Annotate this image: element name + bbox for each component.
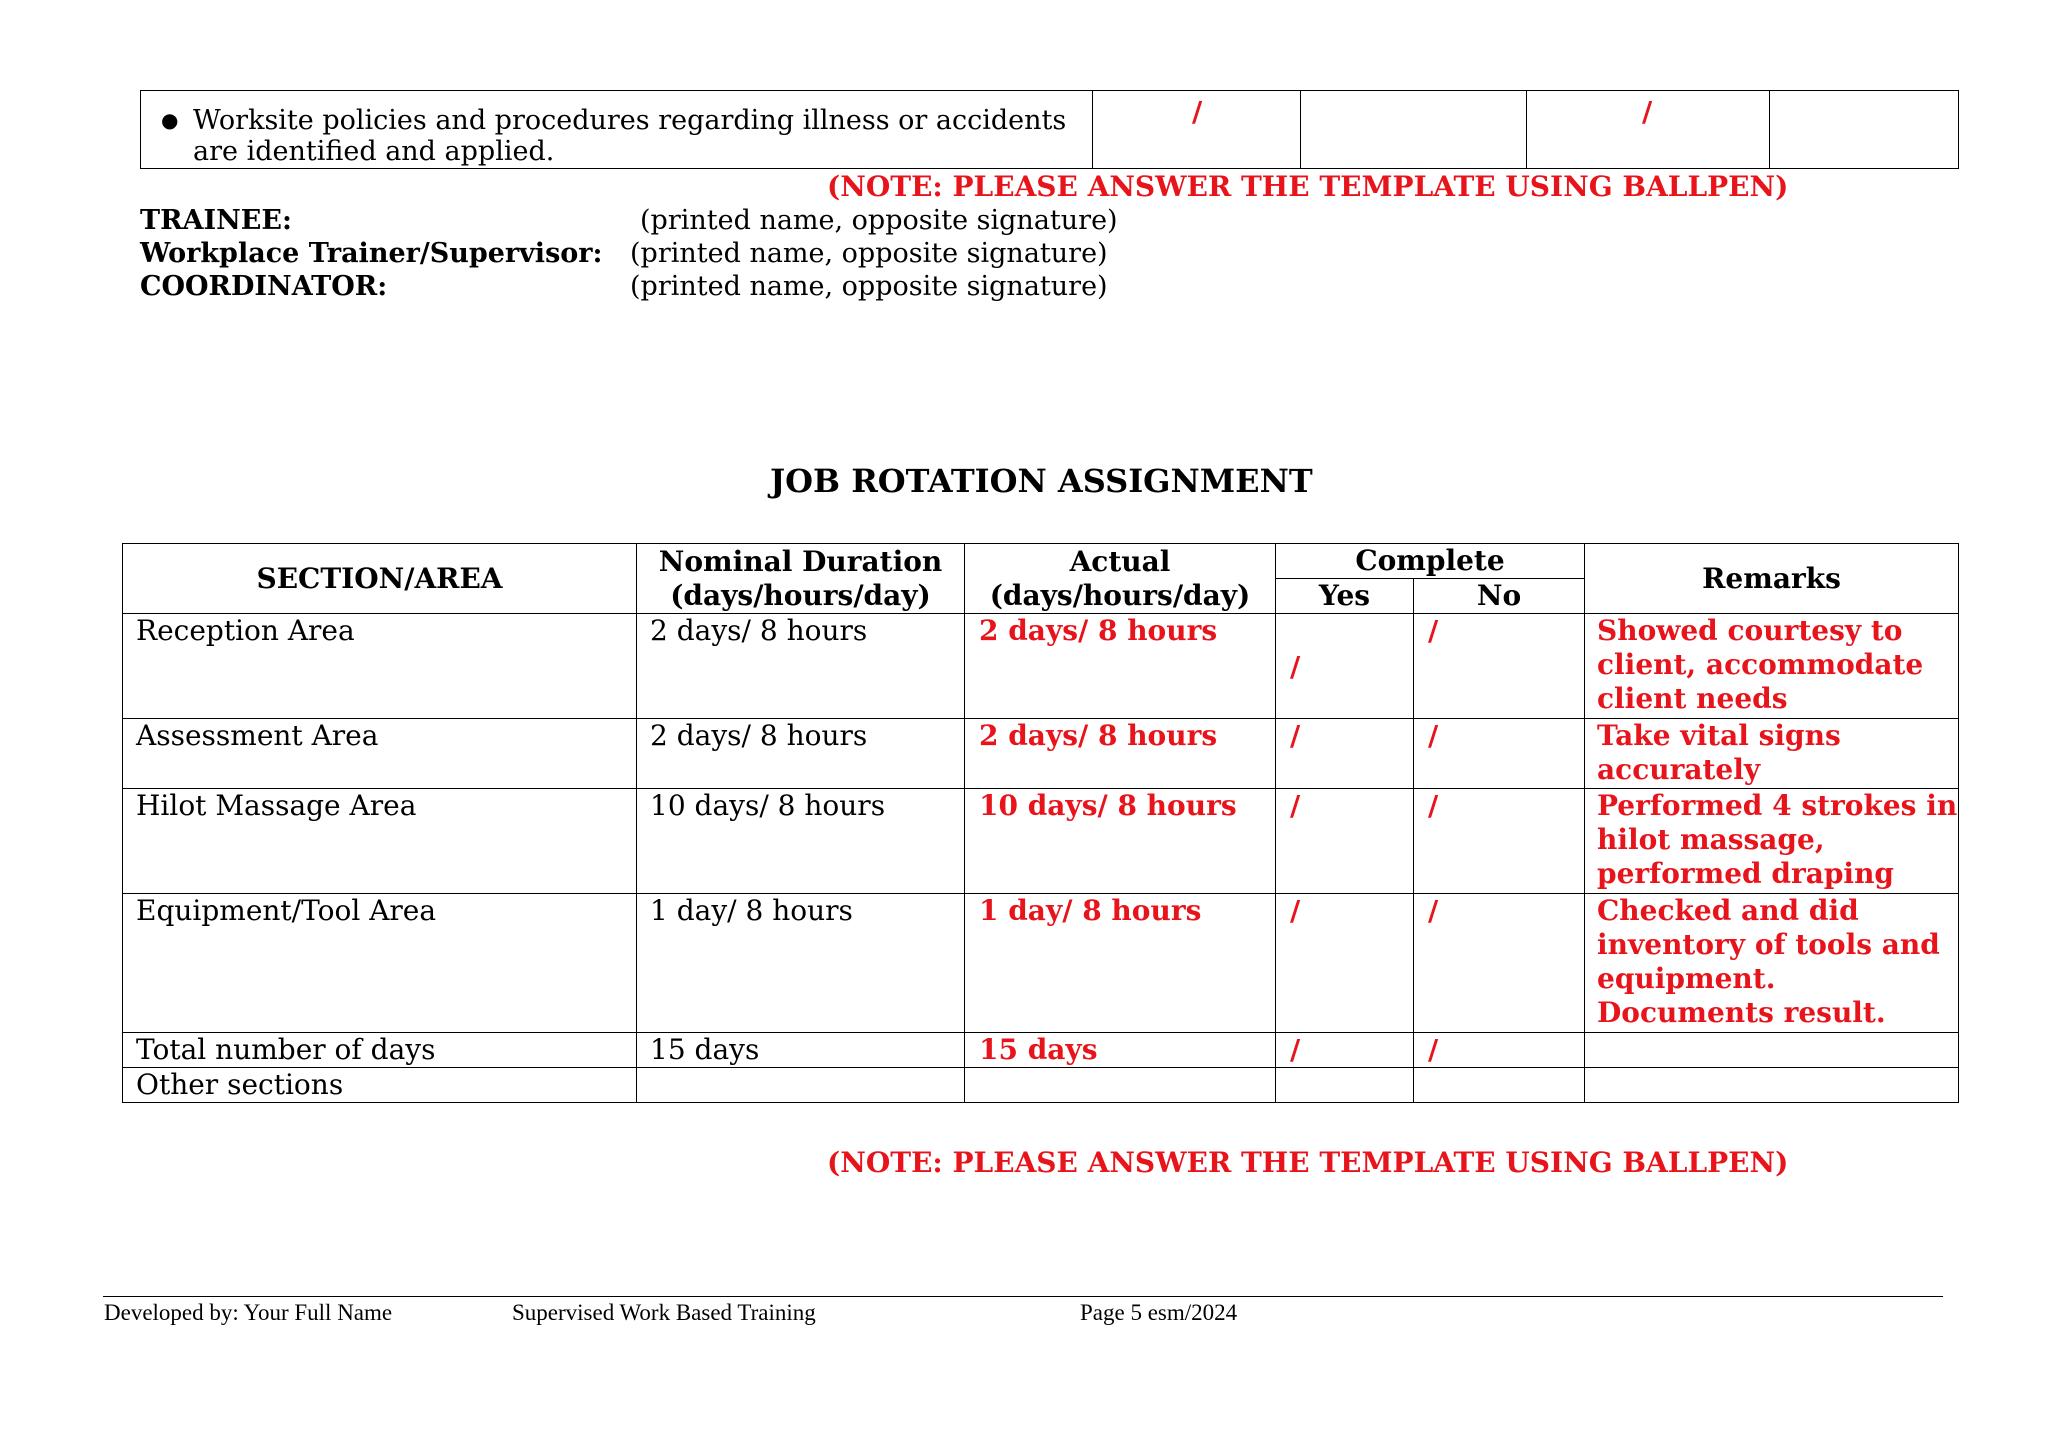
- ballpen-note-top: (NOTE: PLEASE ANSWER THE TEMPLATE USING BALLPEN): [827, 170, 1789, 203]
- criteria-row: [141, 91, 1959, 169]
- header-section: SECTION/AREA: [123, 544, 637, 614]
- yes-cell: /: [1276, 894, 1414, 1033]
- header-complete: Complete: [1276, 544, 1585, 579]
- header-remarks: Remarks: [1585, 544, 1959, 614]
- page-title: JOB ROTATION ASSIGNMENT: [770, 462, 1313, 500]
- coordinator-signature-field: (printed name, opposite signature): [630, 271, 1108, 302]
- actual-cell: 2 days/ 8 hours: [965, 614, 1276, 719]
- footer-divider: [103, 1296, 1943, 1297]
- actual-cell: [965, 1068, 1276, 1103]
- supervisor-label: Workplace Trainer/Supervisor:: [140, 238, 603, 269]
- nominal-cell: 2 days/ 8 hours: [637, 719, 965, 789]
- nominal-cell: [637, 1068, 965, 1103]
- no-cell: /: [1414, 719, 1585, 789]
- actual-cell: 10 days/ 8 hours: [965, 789, 1276, 894]
- yes-cell: /: [1276, 1033, 1414, 1068]
- actual-cell: 2 days/ 8 hours: [965, 719, 1276, 789]
- footer-developed-by: Developed by: Your Full Name: [104, 1300, 393, 1325]
- ballpen-note-bottom: (NOTE: PLEASE ANSWER THE TEMPLATE USING BALLPEN): [827, 1146, 1789, 1179]
- nominal-cell: 10 days/ 8 hours: [637, 789, 965, 894]
- area-cell: Other sections: [123, 1068, 637, 1103]
- no-cell: /: [1414, 1033, 1585, 1068]
- criteria-cell: [141, 91, 1093, 169]
- remarks-cell: [1585, 1033, 1959, 1068]
- header-no: No: [1414, 579, 1585, 614]
- nominal-cell: 15 days: [637, 1033, 965, 1068]
- header-row: [123, 544, 1959, 579]
- table-row: [123, 1033, 1959, 1068]
- remarks-cell: Showed courtesy to client, accommodate client needs: [1585, 614, 1959, 719]
- footer-course: Supervised Work Based Training: [512, 1300, 816, 1325]
- header-actual: Actual (days/hours/day): [965, 544, 1276, 614]
- actual-cell: 15 days: [965, 1033, 1276, 1068]
- trainee-signature-field: (printed name, opposite signature): [640, 205, 1118, 236]
- criteria-mark-1: /: [1093, 91, 1301, 169]
- yes-cell: /: [1276, 614, 1414, 719]
- table-row: [123, 894, 1959, 1033]
- no-cell: /: [1414, 614, 1585, 719]
- criteria-mark-4: [1770, 91, 1959, 169]
- area-cell: Hilot Massage Area: [123, 789, 637, 894]
- remarks-cell: Checked and did inventory of tools and equipment. Documents result.: [1585, 894, 1959, 1033]
- job-rotation-table: [122, 543, 1959, 1103]
- area-cell: Total number of days: [123, 1033, 637, 1068]
- supervisor-signature-field: (printed name, opposite signature): [630, 238, 1108, 269]
- yes-cell: /: [1276, 789, 1414, 894]
- nominal-cell: 2 days/ 8 hours: [637, 614, 965, 719]
- remarks-cell: Take vital signs accurately: [1585, 719, 1959, 789]
- trainee-label: TRAINEE:: [140, 205, 292, 236]
- area-cell: Equipment/Tool Area: [123, 894, 637, 1033]
- header-yes: Yes: [1276, 579, 1414, 614]
- criteria-mark-3: /: [1527, 91, 1770, 169]
- remarks-cell: Performed 4 strokes in hilot massage, performed draping: [1585, 789, 1959, 894]
- yes-cell: /: [1276, 719, 1414, 789]
- table-row: [123, 789, 1959, 894]
- header-nominal: Nominal Duration (days/hours/day): [637, 544, 965, 614]
- footer-page-number: Page 5 esm/2024: [1080, 1300, 1238, 1325]
- no-cell: /: [1414, 789, 1585, 894]
- yes-cell: [1276, 1068, 1414, 1103]
- criteria-table: [140, 90, 1959, 169]
- no-cell: [1414, 1068, 1585, 1103]
- no-cell: /: [1414, 894, 1585, 1033]
- coordinator-label: COORDINATOR:: [140, 271, 388, 302]
- table-row: [123, 719, 1959, 789]
- criteria-text: Worksite policies and procedures regarding illness or accidents are identified and applied.: [193, 105, 1067, 167]
- table-row: [123, 614, 1959, 719]
- actual-cell: 1 day/ 8 hours: [965, 894, 1276, 1033]
- remarks-cell: [1585, 1068, 1959, 1103]
- table-row: [123, 1068, 1959, 1103]
- bullet-icon: ●: [161, 108, 179, 132]
- area-cell: Assessment Area: [123, 719, 637, 789]
- area-cell: Reception Area: [123, 614, 637, 719]
- criteria-mark-2: [1301, 91, 1527, 169]
- nominal-cell: 1 day/ 8 hours: [637, 894, 965, 1033]
